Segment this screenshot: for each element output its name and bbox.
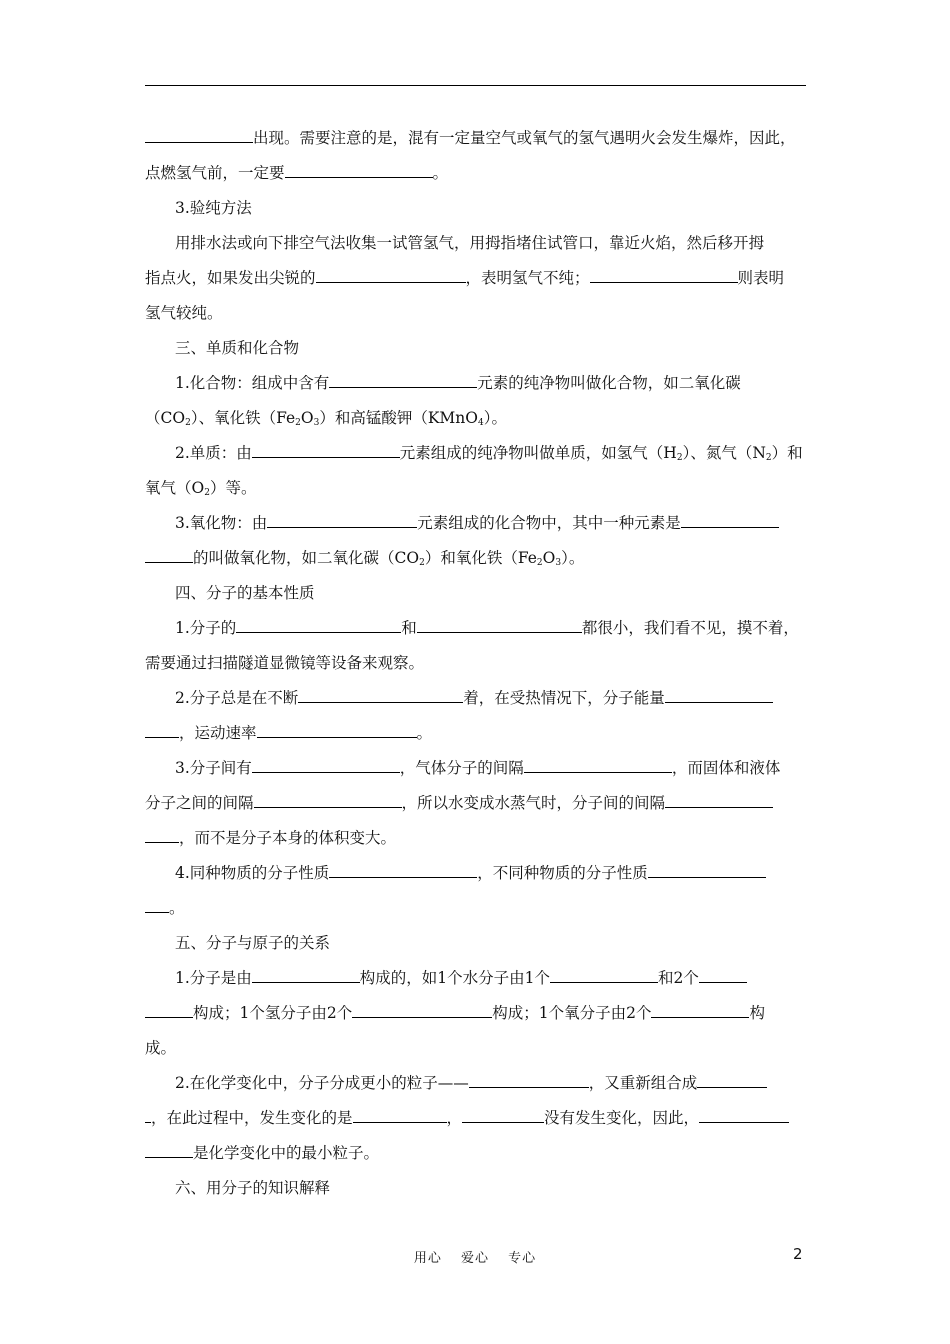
text-segment: 点燃氢气前，一定要 bbox=[145, 164, 285, 182]
text-segment: ，运动速率 bbox=[179, 724, 257, 742]
text-segment: ）、氧化铁（Fe bbox=[190, 409, 296, 427]
text-segment: 元素的纯净物叫做化合物，如二氧化碳 bbox=[477, 374, 741, 392]
text-line bbox=[145, 266, 810, 290]
text-segment: ）和高锰酸钾（KMnO bbox=[319, 409, 478, 427]
text-segment: ，而固体和液体 bbox=[671, 759, 781, 777]
subscript: 2 bbox=[419, 558, 425, 568]
text-segment: ）、氮气（N bbox=[682, 444, 766, 462]
text-segment: ， bbox=[446, 1109, 463, 1127]
text-segment: ）和 bbox=[771, 444, 803, 462]
text-segment: 3.分子间有 bbox=[175, 759, 252, 777]
text-segment: 2.单质：由 bbox=[175, 444, 252, 462]
subscript: 3 bbox=[313, 418, 320, 428]
answer-blank[interactable] bbox=[252, 966, 360, 983]
header-rule bbox=[145, 85, 806, 86]
text-segment: 三、单质和化合物 bbox=[175, 339, 300, 357]
subscript: 2 bbox=[765, 453, 772, 463]
answer-blank[interactable] bbox=[524, 756, 672, 773]
section-heading bbox=[175, 336, 810, 360]
text-segment: 的叫做氧化物，如二氧化碳（CO bbox=[193, 549, 420, 567]
answer-blank[interactable] bbox=[329, 371, 477, 388]
text-line bbox=[145, 301, 810, 325]
answer-blank[interactable] bbox=[681, 511, 779, 528]
answer-blank[interactable] bbox=[665, 686, 773, 703]
text-segment: 3.氧化物：由 bbox=[175, 514, 268, 532]
answer-blank[interactable] bbox=[298, 686, 463, 703]
text-segment: ，又重新组合成 bbox=[588, 1074, 698, 1092]
text-segment: 构成；1个氢分子由2个 bbox=[193, 1004, 353, 1022]
answer-blank[interactable] bbox=[254, 791, 402, 808]
answer-blank[interactable] bbox=[699, 1106, 789, 1123]
text-line bbox=[145, 1001, 810, 1025]
text-segment: 着，在受热情况下，分子能量 bbox=[463, 689, 665, 707]
text-line bbox=[145, 1036, 810, 1060]
text-segment: 构成；1个氧分子由2个 bbox=[492, 1004, 652, 1022]
text-line bbox=[175, 511, 810, 535]
text-segment: 1.化合物：组成中含有 bbox=[175, 374, 330, 392]
text-line bbox=[145, 826, 810, 850]
text-segment: 。 bbox=[416, 724, 433, 742]
text-segment: 和 bbox=[401, 619, 417, 637]
text-line bbox=[145, 1106, 810, 1130]
text-segment: ，不同种物质的分子性质 bbox=[477, 864, 648, 882]
answer-blank[interactable] bbox=[697, 1071, 767, 1088]
answer-blank[interactable] bbox=[417, 616, 582, 633]
text-segment: 2.分子总是在不断 bbox=[175, 689, 299, 707]
text-segment: 。 bbox=[432, 164, 449, 182]
subscript: 3 bbox=[555, 558, 562, 568]
text-segment: 指点火，如果发出尖锐的 bbox=[145, 269, 316, 287]
text-segment: 构成的，如1个水分子由1个 bbox=[359, 969, 551, 987]
text-line bbox=[145, 721, 810, 745]
text-segment: 1.分子是由 bbox=[175, 969, 252, 987]
text-segment: 出现。需要注意的是，混有一定量空气或氧气的氢气遇明火会发生爆炸，因此， bbox=[253, 129, 796, 147]
text-segment: 4.同种物质的分子性质 bbox=[175, 864, 330, 882]
text-segment: 氧气（O bbox=[145, 479, 205, 497]
subscript: 2 bbox=[185, 418, 191, 428]
text-line bbox=[175, 861, 810, 885]
answer-blank[interactable] bbox=[145, 1141, 193, 1158]
answer-blank[interactable] bbox=[352, 1001, 492, 1018]
answer-blank[interactable] bbox=[462, 1106, 544, 1123]
text-segment: （CO bbox=[145, 409, 186, 427]
text-segment: ）等。 bbox=[209, 479, 257, 497]
text-segment: 。 bbox=[169, 899, 185, 917]
page-number: 2 bbox=[793, 1245, 803, 1263]
text-line bbox=[175, 686, 810, 710]
text-segment: 是化学变化中的最小粒子。 bbox=[193, 1144, 380, 1162]
answer-blank[interactable] bbox=[699, 966, 747, 983]
text-segment: 元素组成的纯净物叫做单质，如氢气（H bbox=[399, 444, 677, 462]
answer-blank[interactable] bbox=[145, 126, 253, 143]
text-segment: 成。 bbox=[145, 1039, 177, 1057]
subsection-heading bbox=[175, 196, 810, 220]
text-segment: 元素组成的化合物中，其中一种元素是 bbox=[417, 514, 681, 532]
text-segment: 1.分子的 bbox=[175, 619, 237, 637]
section-heading bbox=[175, 931, 810, 955]
text-segment: ）。 bbox=[483, 409, 507, 427]
answer-blank[interactable] bbox=[550, 966, 658, 983]
answer-blank[interactable] bbox=[252, 441, 400, 458]
subscript: 2 bbox=[295, 418, 301, 428]
answer-blank[interactable] bbox=[257, 721, 417, 738]
answer-blank[interactable] bbox=[252, 756, 400, 773]
text-segment: ，而不是分子本身的体积变大。 bbox=[179, 829, 397, 847]
answer-blank[interactable] bbox=[285, 161, 433, 178]
text-line bbox=[145, 791, 810, 815]
text-segment: 四、分子的基本性质 bbox=[175, 584, 315, 602]
text-segment: ，所以水变成水蒸气时，分子间的间隔 bbox=[401, 794, 666, 812]
page-footer: 用心 爱心 专心 bbox=[413, 1251, 537, 1266]
answer-blank[interactable] bbox=[145, 546, 193, 563]
text-segment: 氢气较纯。 bbox=[145, 304, 223, 322]
answer-blank[interactable] bbox=[145, 1001, 193, 1018]
section-heading bbox=[175, 1176, 810, 1200]
text-line bbox=[175, 371, 810, 395]
subscript: 4 bbox=[478, 418, 484, 428]
text-segment: 六、用分子的知识解释 bbox=[175, 1179, 331, 1197]
subscript: 2 bbox=[204, 488, 210, 498]
answer-blank[interactable] bbox=[665, 791, 773, 808]
text-line bbox=[175, 616, 810, 640]
text-segment: ）。 bbox=[561, 549, 585, 567]
text-segment: O bbox=[300, 409, 314, 427]
text-segment: ，在此过程中，发生变化的是 bbox=[151, 1109, 353, 1127]
text-segment: 用排水法或向下排空气法收集一试管氢气，用拇指堵住试管口，靠近火焰，然后移开拇 bbox=[175, 234, 765, 252]
text-segment: O bbox=[542, 549, 556, 567]
answer-blank[interactable] bbox=[236, 616, 401, 633]
answer-blank[interactable] bbox=[353, 1106, 447, 1123]
text-line bbox=[175, 756, 810, 780]
text-line bbox=[145, 651, 810, 675]
text-line bbox=[145, 1141, 810, 1165]
answer-blank[interactable] bbox=[267, 511, 417, 528]
text-segment: 没有发生变化，因此， bbox=[544, 1109, 700, 1127]
subscript: 2 bbox=[676, 453, 683, 463]
text-segment: 则表明 bbox=[737, 269, 785, 287]
text-segment: ，表明氢气不纯； bbox=[465, 269, 590, 287]
text-line bbox=[175, 441, 810, 465]
text-line bbox=[145, 896, 810, 920]
answer-blank[interactable] bbox=[590, 266, 738, 283]
answer-blank[interactable] bbox=[145, 896, 169, 913]
text-line bbox=[175, 966, 810, 990]
text-segment: ，气体分子的间隔 bbox=[399, 759, 524, 777]
text-line bbox=[175, 1071, 810, 1095]
answer-blank[interactable] bbox=[145, 826, 179, 843]
text-segment: 分子之间的间隔 bbox=[145, 794, 254, 812]
text-line bbox=[175, 231, 810, 255]
answer-blank[interactable] bbox=[648, 861, 766, 878]
text-line bbox=[145, 546, 810, 570]
text-segment: 3.验纯方法 bbox=[175, 199, 252, 217]
text-line bbox=[145, 161, 810, 185]
text-segment: 2.在化学变化中，分子分成更小的粒子—— bbox=[175, 1074, 469, 1092]
answer-blank[interactable] bbox=[316, 266, 466, 283]
text-segment: 和2个 bbox=[658, 969, 699, 987]
text-segment: ）和氧化铁（Fe bbox=[424, 549, 537, 567]
text-line bbox=[145, 406, 810, 430]
answer-blank[interactable] bbox=[145, 721, 179, 738]
subscript: 2 bbox=[536, 558, 543, 568]
text-line bbox=[145, 476, 810, 500]
text-segment: 五、分子与原子的关系 bbox=[175, 934, 331, 952]
text-segment: 构 bbox=[749, 1004, 765, 1022]
answer-blank[interactable] bbox=[651, 1001, 749, 1018]
section-heading bbox=[175, 581, 810, 605]
text-line bbox=[145, 126, 810, 150]
text-segment: 都很小，我们看不见，摸不着， bbox=[581, 619, 799, 637]
text-segment: 需要通过扫描隧道显微镜等设备来观察。 bbox=[145, 654, 425, 672]
answer-blank[interactable] bbox=[469, 1071, 589, 1088]
answer-blank[interactable] bbox=[329, 861, 477, 878]
